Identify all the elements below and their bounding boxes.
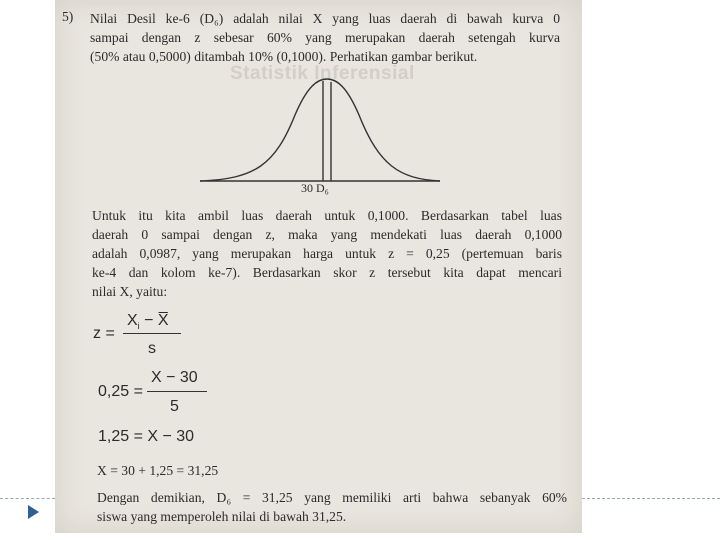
conclusion-paragraph (97, 488, 567, 526)
body-paragraph (92, 206, 562, 301)
item-number: 5) (62, 9, 74, 24)
formula-result: X = 30 + 1,25 = 31,25 (97, 463, 219, 478)
formula-0-25-numerator: X − 30 (151, 369, 198, 386)
slide-divider-left (0, 498, 55, 499)
formula-0-25-fraction-bar (147, 391, 207, 392)
formula-0-25-lhs: 0,25 = (98, 383, 143, 400)
body-line: daerah 0 sampai dengan z, maka yang mendekati luas daerah 0,1000 (92, 227, 562, 242)
scanned-page (55, 0, 582, 533)
body-line: nilai X, yaitu: (92, 284, 168, 299)
body-line: adalah 0,0987, yang merupakan harga untuk z = 0,25 (pertemuan baris (92, 246, 562, 261)
conclusion-line: siswa yang memperoleh nilai di bawah 31,25. (97, 509, 347, 524)
body-line: ke-4 dan kolom ke-7). Berdasarkan skor z tersebut kita dapat mencari (92, 265, 562, 280)
intro-line: Nilai Desil ke-6 (D₆) adalah nilai X yang luas daerah di bawah kurva 0 (90, 11, 560, 26)
conclusion-line: Dengan demikian, D₆ = 31,25 yang memiliki arti bahwa sebanyak 60% (97, 490, 567, 505)
normal-curve (200, 79, 440, 181)
slide-divider-right (582, 498, 720, 499)
formula-z-lhs: z = (93, 325, 115, 342)
formula-z-denominator: s (148, 340, 156, 357)
formula-0-25-denominator: 5 (170, 398, 179, 415)
intro-line: sampai dengan z sebesar 60% yang merupakan daerah setengah kurva (90, 30, 560, 45)
body-line: Untuk itu kita ambil luas daerah untuk 0,1000. Berdasarkan tabel luas (92, 208, 562, 223)
intro-line: (50% atau 0,5000) ditambah 10% (0,1000). Perhatikan gambar berikut. (90, 49, 478, 64)
slide-bullet-arrow-icon (28, 505, 39, 519)
formula-1-25: 1,25 = X − 30 (98, 428, 195, 445)
formula-z-fraction-bar (123, 333, 181, 334)
normal-curve-figure (195, 75, 445, 185)
bleed-through-heading: Statistik Inferensial (230, 63, 415, 84)
curve-axis-label: 30 D₆ (301, 181, 329, 195)
intro-paragraph (90, 9, 560, 66)
formula-z-numerator: $X_i$ − X̅ (127, 312, 169, 332)
